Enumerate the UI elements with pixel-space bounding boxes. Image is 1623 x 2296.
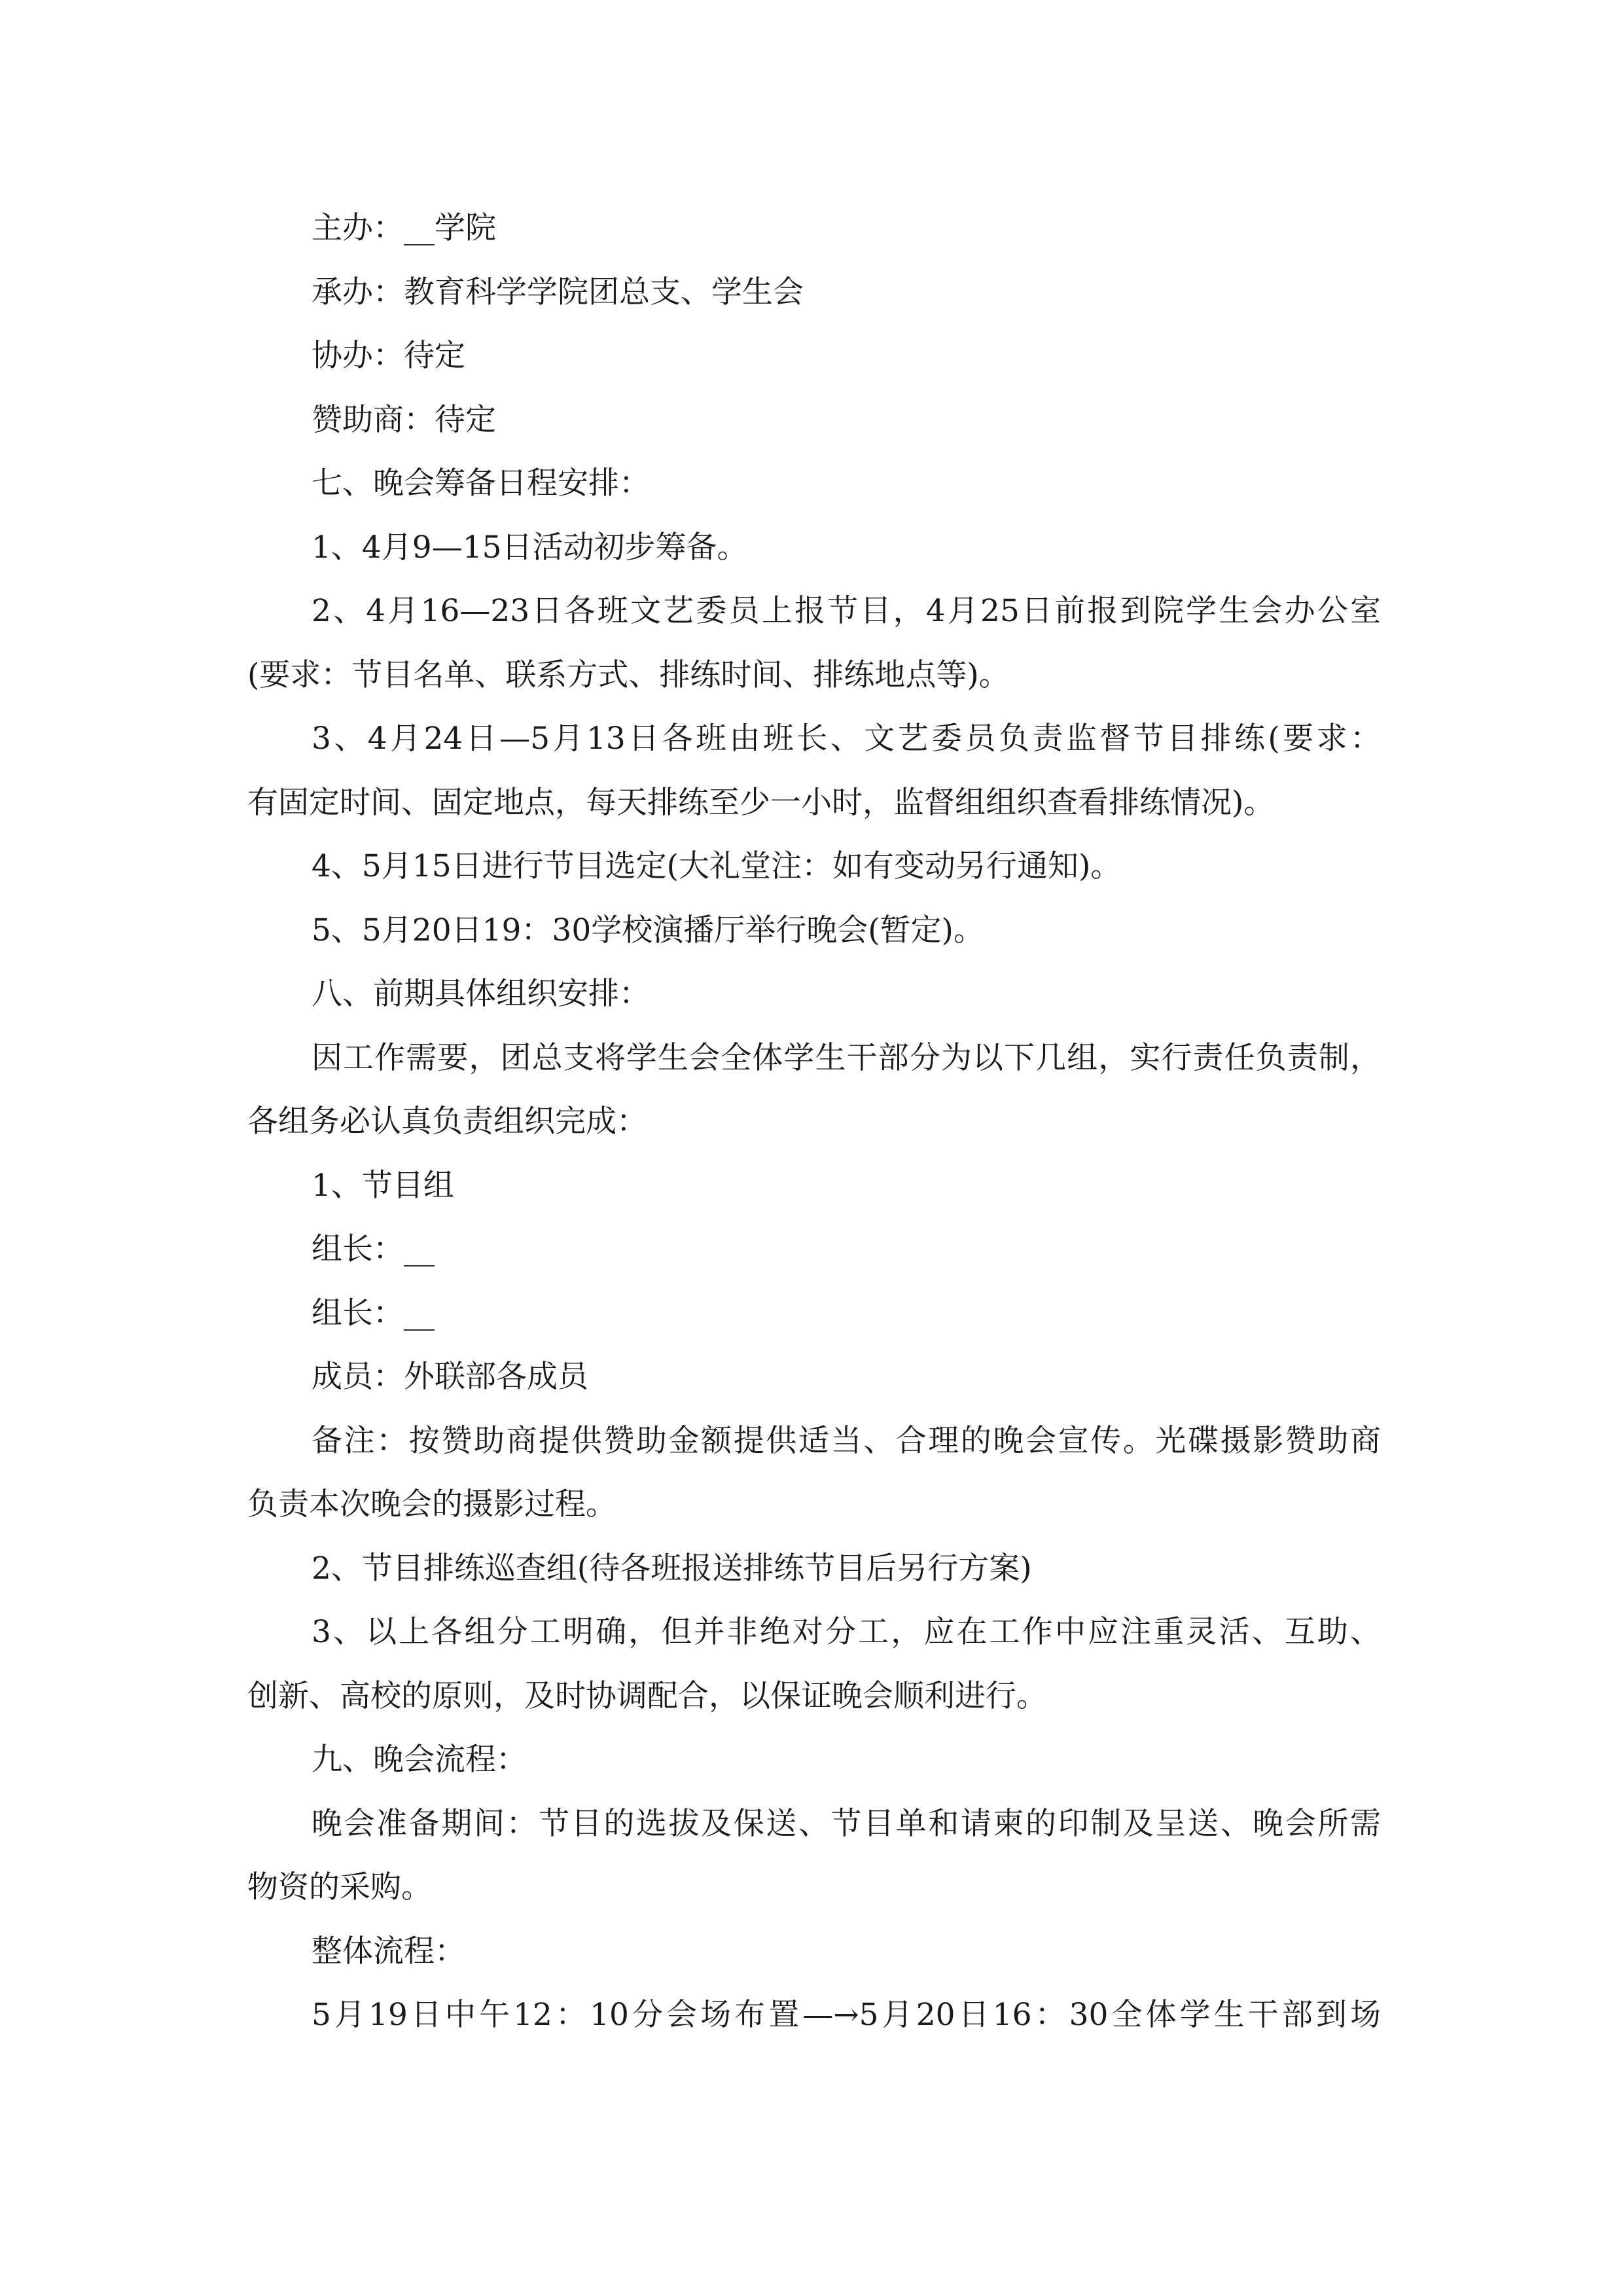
- document-body: [247, 196, 1381, 2047]
- schedule-item-5: 5、5月20日19：30学校演播厅举行晚会(暂定)。: [312, 912, 984, 948]
- schedule-item-2-cont: (要求：节目名单、联系方式、排练时间、排练地点等)。: [247, 656, 1010, 693]
- organization-paragraph: 因工作需要，团总支将学生会全体学生干部分为以下几组，实行责任负责制，: [312, 1039, 1381, 1076]
- section-8-heading: 八、前期具体组织安排：: [312, 976, 650, 1012]
- sponsor-line: 赞助商：待定: [312, 401, 496, 438]
- organizer-line: 主办：__学院: [312, 210, 496, 246]
- remark-line: 备注：按赞助商提供赞助金额提供适当、合理的晚会宣传。光碟摄影赞助商: [312, 1422, 1381, 1459]
- group-3-note: 3、以上各组分工明确，但并非绝对分工，应在工作中应注重灵活、互助、: [312, 1614, 1381, 1650]
- schedule-item-1: 1、4月9—15日活动初步筹备。: [312, 529, 748, 565]
- undertaker-line: 承办：教育科学学院团总支、学生会: [312, 274, 804, 310]
- group-leader-line: 组长：__: [312, 1231, 435, 1267]
- overall-flow-heading: 整体流程：: [312, 1933, 465, 1969]
- schedule-item-4: 4、5月15日进行节目选定(大礼堂注：如有变动另行通知)。: [312, 848, 1122, 884]
- preparation-paragraph-cont: 物资的采购。: [247, 1869, 432, 1905]
- preparation-paragraph: 晚会准备期间：节目的选拔及保送、节目单和请柬的印制及呈送、晚会所需: [312, 1805, 1381, 1842]
- group-members-line: 成员：外联部各成员: [312, 1359, 588, 1395]
- schedule-item-2: 2、4月16—23日各班文艺委员上报节目，4月25日前报到院学生会办公室: [312, 593, 1381, 629]
- schedule-item-3: 3、4月24日—5月13日各班由班长、文艺委员负责监督节目排练(要求：: [312, 721, 1381, 757]
- group-2-title: 2、节目排练巡查组(待各班报送排练节目后另行方案): [312, 1550, 1032, 1587]
- group-3-note-cont: 创新、高校的原则，及时协调配合，以保证晚会顺利进行。: [247, 1677, 1047, 1714]
- co-organizer-line: 协办：待定: [312, 338, 465, 374]
- schedule-item-3-cont: 有固定时间、固定地点，每天排练至少一小时，监督组组织查看排练情况)。: [247, 784, 1275, 821]
- organization-paragraph-cont: 各组务必认真负责组织完成：: [247, 1103, 647, 1139]
- section-7-heading: 七、晚会筹备日程安排：: [312, 465, 650, 501]
- flow-line: 5月19日中午12：10分会场布置—→5月20日16：30全体学生干部到场: [312, 1997, 1381, 2033]
- group-1-title: 1、节目组: [312, 1167, 454, 1204]
- section-9-heading: 九、晚会流程：: [312, 1742, 527, 1778]
- group-leader-line-2: 组长：__: [312, 1295, 435, 1331]
- remark-line-cont: 负责本次晚会的摄影过程。: [247, 1486, 616, 1522]
